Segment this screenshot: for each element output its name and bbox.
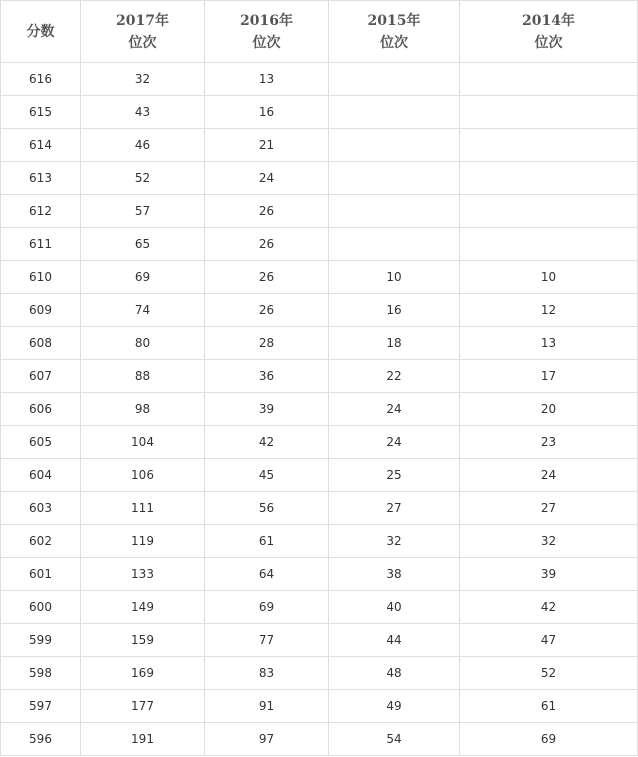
rank-2016-cell: 77	[205, 624, 329, 657]
header-year-label: 2015年	[367, 12, 421, 29]
header-2015	[329, 1, 460, 63]
rank-2014-cell	[460, 63, 638, 96]
rank-2015-cell	[329, 129, 460, 162]
score-cell: 601	[1, 558, 81, 591]
rank-2015-cell: 40	[329, 591, 460, 624]
rank-2015-cell	[329, 228, 460, 261]
score-cell: 607	[1, 360, 81, 393]
table-row	[1, 195, 638, 228]
table-row	[1, 426, 638, 459]
table-body	[1, 63, 638, 756]
rank-2017-cell: 46	[81, 129, 205, 162]
score-cell: 613	[1, 162, 81, 195]
rank-2016-cell: 36	[205, 360, 329, 393]
rank-2014-cell: 17	[460, 360, 638, 393]
rank-2015-cell: 16	[329, 294, 460, 327]
table-row	[1, 228, 638, 261]
rank-2014-cell: 32	[460, 525, 638, 558]
rank-2017-cell: 191	[81, 723, 205, 756]
score-cell: 615	[1, 96, 81, 129]
rank-2016-cell: 26	[205, 228, 329, 261]
score-cell: 609	[1, 294, 81, 327]
header-year-label: 2014年	[522, 12, 575, 29]
score-cell: 606	[1, 393, 81, 426]
score-cell: 598	[1, 657, 81, 690]
rank-2017-cell: 32	[81, 63, 205, 96]
score-cell: 610	[1, 261, 81, 294]
rank-2015-cell	[329, 195, 460, 228]
rank-2017-cell: 65	[81, 228, 205, 261]
rank-2015-cell	[329, 162, 460, 195]
rank-2016-cell: 64	[205, 558, 329, 591]
table-row	[1, 558, 638, 591]
header-year-label: 2017年	[116, 12, 169, 29]
rank-2015-cell: 25	[329, 459, 460, 492]
rank-2014-cell: 39	[460, 558, 638, 591]
rank-2016-cell: 61	[205, 525, 329, 558]
rank-2017-cell: 69	[81, 261, 205, 294]
rank-2016-cell: 26	[205, 294, 329, 327]
rank-2016-cell: 16	[205, 96, 329, 129]
score-cell: 600	[1, 591, 81, 624]
header-2017	[81, 1, 205, 63]
rank-2017-cell: 57	[81, 195, 205, 228]
rank-2014-cell: 61	[460, 690, 638, 723]
rank-2016-cell: 56	[205, 492, 329, 525]
score-cell: 614	[1, 129, 81, 162]
score-cell: 608	[1, 327, 81, 360]
rank-2016-cell: 97	[205, 723, 329, 756]
score-cell: 604	[1, 459, 81, 492]
table-row	[1, 294, 638, 327]
rank-2014-cell: 47	[460, 624, 638, 657]
rank-2017-cell: 98	[81, 393, 205, 426]
rank-2014-cell: 24	[460, 459, 638, 492]
rank-2017-cell: 74	[81, 294, 205, 327]
rank-2016-cell: 83	[205, 657, 329, 690]
rank-2016-cell: 91	[205, 690, 329, 723]
header-score-label: 分数	[26, 23, 55, 40]
rank-2017-cell: 159	[81, 624, 205, 657]
rank-2017-cell: 106	[81, 459, 205, 492]
header-score	[1, 1, 81, 63]
header-rank-label: 位次	[128, 34, 157, 51]
table-row	[1, 525, 638, 558]
rank-2014-cell: 42	[460, 591, 638, 624]
score-cell: 611	[1, 228, 81, 261]
rank-2016-cell: 69	[205, 591, 329, 624]
table-row	[1, 129, 638, 162]
rank-2014-cell	[460, 96, 638, 129]
rank-2014-cell	[460, 162, 638, 195]
rank-2017-cell: 177	[81, 690, 205, 723]
rank-2015-cell: 48	[329, 657, 460, 690]
rank-2017-cell: 133	[81, 558, 205, 591]
rank-2014-cell: 23	[460, 426, 638, 459]
table-row	[1, 63, 638, 96]
rank-2017-cell: 104	[81, 426, 205, 459]
rank-2015-cell: 24	[329, 393, 460, 426]
rank-2014-cell: 20	[460, 393, 638, 426]
table-row	[1, 459, 638, 492]
rank-2014-cell: 27	[460, 492, 638, 525]
rank-2016-cell: 26	[205, 261, 329, 294]
score-cell: 612	[1, 195, 81, 228]
table-row	[1, 492, 638, 525]
header-2014	[460, 1, 638, 63]
rank-2017-cell: 52	[81, 162, 205, 195]
rank-2016-cell: 24	[205, 162, 329, 195]
rank-2017-cell: 80	[81, 327, 205, 360]
table-row	[1, 690, 638, 723]
rank-2017-cell: 149	[81, 591, 205, 624]
rank-2017-cell: 88	[81, 360, 205, 393]
table-row	[1, 591, 638, 624]
table-row	[1, 96, 638, 129]
rank-2016-cell: 21	[205, 129, 329, 162]
rank-2014-cell: 10	[460, 261, 638, 294]
rank-2017-cell: 169	[81, 657, 205, 690]
score-cell: 596	[1, 723, 81, 756]
rank-2016-cell: 45	[205, 459, 329, 492]
score-cell: 605	[1, 426, 81, 459]
header-year-label: 2016年	[240, 12, 293, 29]
rank-2016-cell: 42	[205, 426, 329, 459]
rank-2015-cell: 22	[329, 360, 460, 393]
rank-2017-cell: 111	[81, 492, 205, 525]
rank-2015-cell: 24	[329, 426, 460, 459]
rank-2016-cell: 28	[205, 327, 329, 360]
rank-2016-cell: 26	[205, 195, 329, 228]
rank-2015-cell: 27	[329, 492, 460, 525]
rank-2015-cell: 10	[329, 261, 460, 294]
table-row	[1, 162, 638, 195]
rank-2014-cell: 13	[460, 327, 638, 360]
rank-2014-cell	[460, 129, 638, 162]
rank-2014-cell: 12	[460, 294, 638, 327]
table-row	[1, 393, 638, 426]
score-cell: 597	[1, 690, 81, 723]
header-rank-label: 位次	[252, 34, 281, 51]
rank-2015-cell	[329, 63, 460, 96]
rank-2017-cell: 43	[81, 96, 205, 129]
header-row	[1, 1, 638, 63]
rank-2014-cell	[460, 195, 638, 228]
table-row	[1, 261, 638, 294]
rank-2014-cell	[460, 228, 638, 261]
rank-2016-cell: 13	[205, 63, 329, 96]
rank-2015-cell: 18	[329, 327, 460, 360]
header-rank-label: 位次	[534, 34, 563, 51]
rank-2015-cell: 32	[329, 525, 460, 558]
score-cell: 616	[1, 63, 81, 96]
table-header	[1, 1, 638, 63]
header-2016	[205, 1, 329, 63]
score-cell: 602	[1, 525, 81, 558]
table-row	[1, 327, 638, 360]
rank-2016-cell: 39	[205, 393, 329, 426]
rank-2014-cell: 52	[460, 657, 638, 690]
score-cell: 603	[1, 492, 81, 525]
rank-2015-cell: 54	[329, 723, 460, 756]
table-row	[1, 657, 638, 690]
rank-2015-cell: 49	[329, 690, 460, 723]
header-rank-label: 位次	[380, 34, 408, 51]
table-row	[1, 360, 638, 393]
rank-2015-cell	[329, 96, 460, 129]
table-row	[1, 723, 638, 756]
rank-2017-cell: 119	[81, 525, 205, 558]
table-row	[1, 624, 638, 657]
rank-2015-cell: 38	[329, 558, 460, 591]
rank-2014-cell: 69	[460, 723, 638, 756]
score-cell: 599	[1, 624, 81, 657]
rank-2015-cell: 44	[329, 624, 460, 657]
